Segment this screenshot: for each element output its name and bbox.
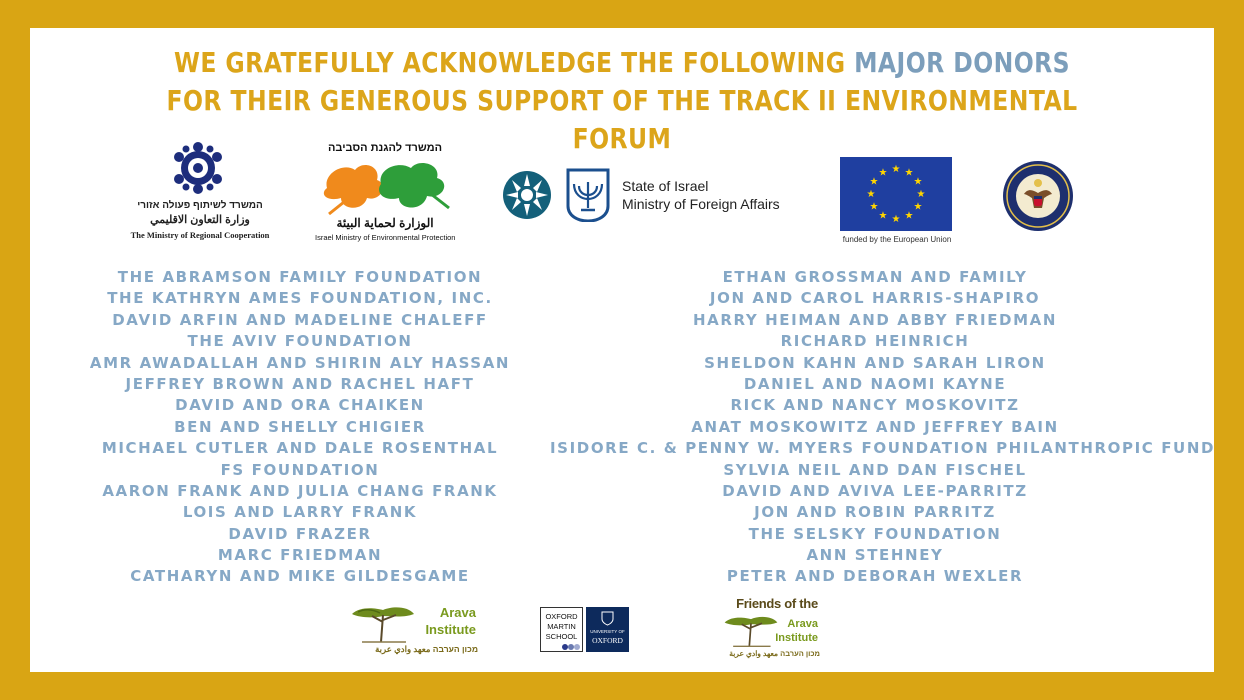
arava-name-line-2: Institute [425, 622, 476, 637]
environment-arabic-text: الوزارة لحماية البيئة [336, 216, 434, 230]
eu-flag-icon [840, 157, 952, 231]
donor-name: RICHARD HEINRICH [780, 332, 970, 351]
donor-name: FS FOUNDATION [220, 460, 380, 479]
us-seal-icon [1002, 160, 1074, 232]
foreign-affairs-line-2: Ministry of Foreign Affairs [622, 196, 780, 212]
donor-name: PETER AND DEBORAH WEXLER [726, 567, 1024, 586]
donor-name: AMR AWADALLAH AND SHIRIN ALY HASSAN [89, 353, 511, 372]
friends-local-name: מכון הערבה معهد وادي عربة [729, 649, 820, 658]
donor-name: SYLVIA NEIL AND DAN FISCHEL [723, 460, 1027, 479]
donor-name: SHELDON KAHN AND SARAH LIRON [704, 353, 1046, 372]
svg-text:★: ★ [878, 210, 888, 222]
mashav-emblem-icon [502, 170, 552, 220]
oxford-dots-icon [561, 643, 581, 651]
regional-cooperation-logo [130, 140, 280, 242]
oxford-martin-line-1: OXFORD [545, 612, 578, 621]
heading-line-2: FOR THEIR GENEROUS SUPPORT OF THE TRACK II ENVIRONMENTAL FORUM [166, 84, 1078, 155]
foreign-affairs-logo [502, 168, 792, 224]
donor-name: ANN STEHNEY [806, 546, 944, 565]
donor-name: RICK AND NANCY MOSKOVITZ [730, 396, 1020, 415]
donor-name: DANIEL AND NAOMI KAYNE [743, 374, 1007, 393]
svg-text:★: ★ [904, 167, 914, 179]
svg-text:★: ★ [904, 210, 914, 222]
donor-name: ANAT MOSKOWITZ AND JEFFREY BAIN [691, 417, 1059, 436]
oxford-martin-line-2: MARTIN [547, 622, 576, 631]
svg-text:★: ★ [913, 176, 923, 188]
donor-name: ISIDORE C. & PENNY W. MYERS FOUNDATION PHILANTHROPIC FUND [550, 439, 1216, 458]
acacia-tree-icon [350, 604, 416, 644]
environmental-protection-logo [315, 142, 455, 244]
donor-name: MICHAEL CUTLER AND DALE ROSENTHAL [101, 439, 499, 458]
donor-name: DAVID ARFIN AND MADELINE CHALEFF [112, 310, 488, 329]
donor-name: THE KATHRYN AMES FOUNDATION, INC. [107, 289, 493, 308]
us-state-department-seal [1002, 160, 1074, 232]
arava-local-name: מכון הערבה معهد وادي عربة [375, 644, 478, 654]
donor-name: BEN AND SHELLY CHIGIER [174, 417, 426, 436]
donor-name: DAVID AND AVIVA LEE-PARRITZ [722, 481, 1028, 500]
donor-name: JEFFREY BROWN AND RACHEL HAFT [125, 374, 475, 393]
donor-name: DAVID AND ORA CHAIKEN [175, 396, 425, 415]
university-of-oxford-box [586, 607, 629, 652]
donor-name: THE AVIV FOUNDATION [187, 332, 413, 351]
friends-of-arava-logo [720, 596, 850, 666]
environment-hebrew-text: המשרד להגנת הסביבה [327, 142, 443, 154]
donor-name: LOIS AND LARRY FRANK [182, 503, 418, 522]
donor-name: AARON FRANK AND JULIA CHANG FRANK [102, 481, 498, 500]
donor-name: CATHARYN AND MIKE GILDESGAME [130, 567, 470, 586]
foreign-affairs-line-1: State of Israel [622, 178, 709, 194]
svg-text:★: ★ [891, 164, 901, 175]
israel-emblem-icon [566, 168, 610, 222]
heading-highlight: MAJOR DONORS [854, 46, 1071, 79]
svg-text:★: ★ [878, 167, 888, 179]
donor-list-left [60, 267, 540, 588]
svg-text:★: ★ [913, 201, 923, 213]
eu-logo [838, 157, 956, 247]
arava-name-line-1: Arava [439, 605, 476, 620]
svg-text:★: ★ [891, 214, 901, 225]
regional-hebrew-text: המשרד לשיתוף פעולה אזורי [137, 200, 263, 211]
friends-name-line-2: Institute [775, 632, 818, 644]
donor-name: JON AND CAROL HARRIS-SHAPIRO [709, 289, 1041, 308]
donor-name: MARC FRIEDMAN [217, 546, 383, 565]
donor-name: JON AND ROBIN PARRITZ [754, 503, 996, 522]
oxford-wordmark: OXFORD [592, 636, 623, 645]
regional-cooperation-emblem-icon [174, 140, 222, 196]
friends-title: Friends of the [736, 596, 818, 611]
environment-english-text: Israel Ministry of Environmental Protection [315, 233, 456, 242]
donor-name: HARRY HEIMAN AND ABBY FRIEDMAN [693, 310, 1057, 329]
donor-name: DAVID FRAZER [228, 524, 372, 543]
svg-text:★: ★ [866, 189, 876, 200]
friends-name-line-1: Arava [787, 618, 818, 630]
svg-text:★: ★ [869, 201, 879, 213]
svg-text:★: ★ [916, 189, 926, 200]
university-of-line: UNIVERSITY OF [590, 629, 625, 634]
oxford-martin-box [540, 607, 583, 652]
regional-arabic-text: وزارة التعاون الاقليمي [150, 214, 250, 226]
donor-list-right [550, 267, 1216, 588]
donor-acknowledgement-card [30, 28, 1214, 672]
donor-name: ETHAN GROSSMAN AND FAMILY [722, 268, 1028, 286]
donor-name: THE ABRAMSON FAMILY FOUNDATION [117, 268, 483, 286]
regional-english-text: The Ministry of Regional Cooperation [130, 230, 270, 240]
arava-institute-logo [348, 600, 478, 662]
donor-name: THE SELSKY FOUNDATION [748, 524, 1002, 543]
oxford-martin-line-3: SCHOOL [545, 632, 578, 641]
svg-text:★: ★ [869, 176, 879, 188]
oxford-martin-school-logo [540, 607, 632, 653]
heading-line-1: WE GRATEFULLY ACKNOWLEDGE THE FOLLOWING MAJOR DONORS [173, 46, 1071, 79]
leaves-icon [319, 158, 451, 216]
eu-caption: funded by the European Union [842, 235, 952, 244]
oxford-crest-icon [601, 611, 614, 626]
